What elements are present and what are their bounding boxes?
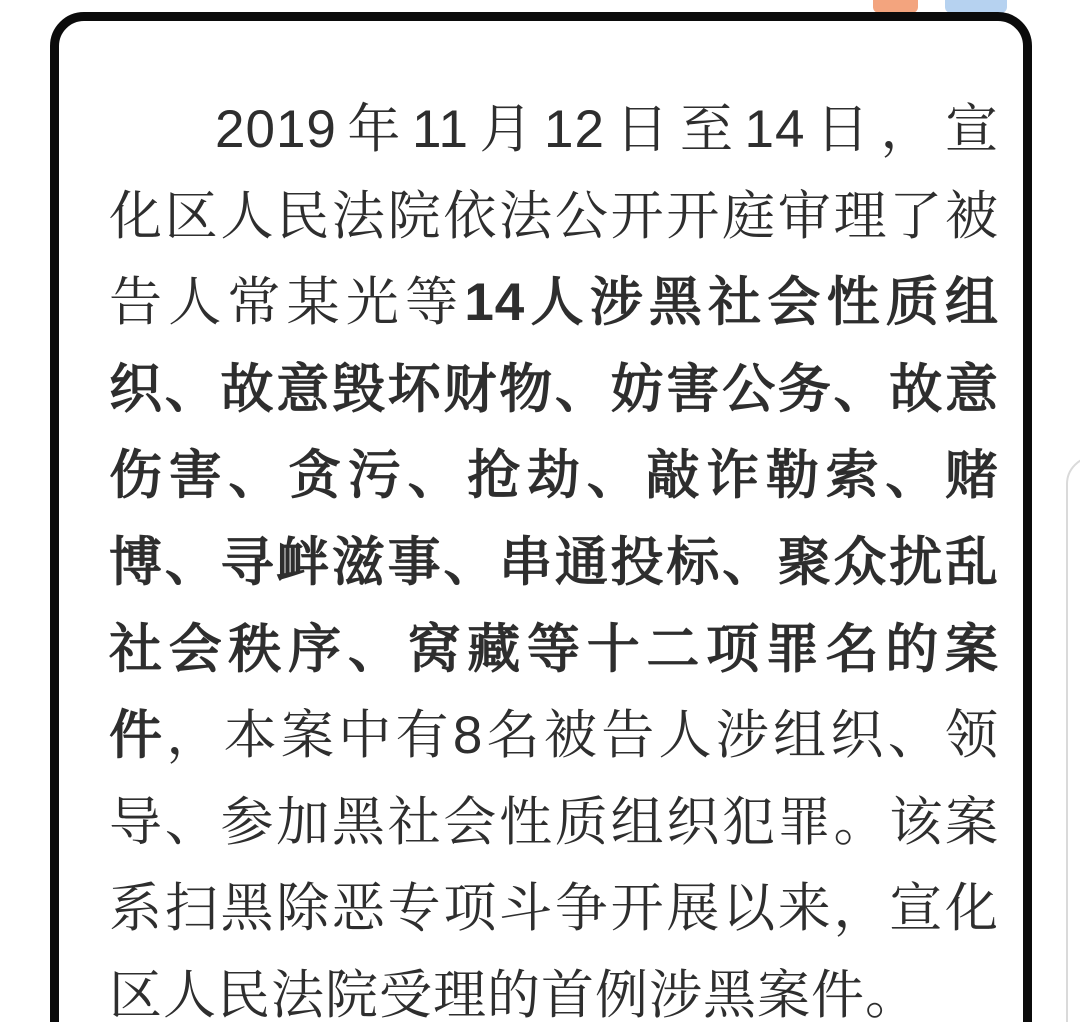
article-text-bold: 社会秩序、窝藏等十二项罪名的案 <box>109 619 999 679</box>
article-text: 化区人民法院依法公开开庭审理了被 <box>109 186 999 246</box>
article-text: 区人民法院受理的首例涉黑案件。 <box>109 965 919 1022</box>
article-text-bold: 14人涉黑社会性质组 <box>464 273 1000 333</box>
article-text: 2019年11月12日至14日，宣 <box>215 100 999 159</box>
article-text: ，本案中有8名被告人涉组织、领 <box>166 706 1000 766</box>
article-text-bold: 博、寻衅滋事、串通投标、聚众扰乱 <box>109 532 999 592</box>
article-card <box>50 12 1032 1022</box>
article-line <box>109 953 999 1022</box>
article-line <box>109 607 999 694</box>
article-line <box>109 520 999 607</box>
article-line <box>109 260 999 347</box>
article-line <box>109 866 999 953</box>
article-line <box>109 780 999 867</box>
article-line <box>109 433 999 520</box>
article-text: 告人常某光等 <box>109 273 465 333</box>
article-text-bold: 织、故意毁坏财物、妨害公务、故意 <box>109 359 999 419</box>
background-card-edge <box>1066 456 1080 1022</box>
article-line <box>109 347 999 434</box>
article-text: 系扫黑除恶专项斗争开展以来，宣化 <box>109 879 999 939</box>
article-line <box>109 174 999 261</box>
article-line <box>109 693 999 780</box>
article-paragraph <box>109 87 999 1022</box>
article-text: 导、参加黑社会性质组织犯罪。该案 <box>109 792 999 852</box>
article-text-bold: 件 <box>109 706 167 766</box>
article-line <box>109 87 999 174</box>
article-text-bold: 伤害、贪污、抢劫、敲诈勒索、赌 <box>109 446 999 506</box>
